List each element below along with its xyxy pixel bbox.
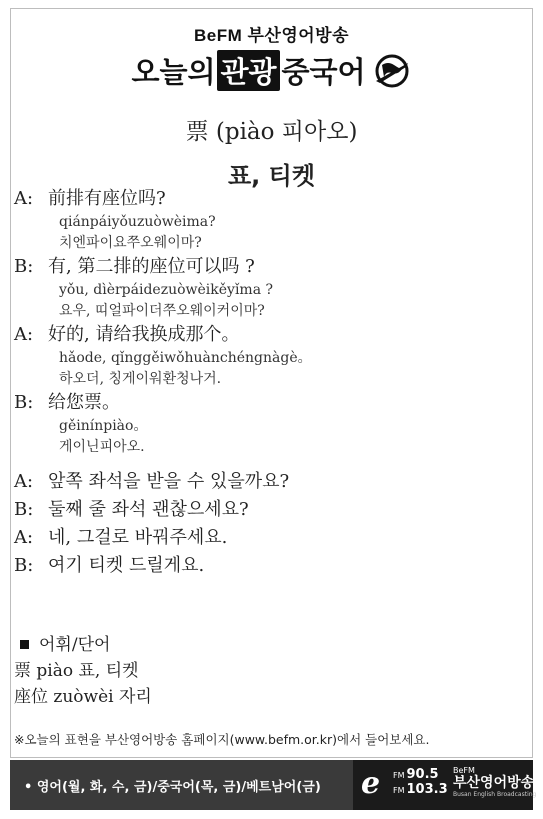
korean-text: 둘째 줄 좌석 괜찮으세요? — [48, 499, 249, 520]
fm-label: FM — [393, 786, 405, 795]
korean-line — [14, 496, 514, 524]
frequency-1: 90.5 — [406, 767, 439, 782]
footer-bar — [10, 760, 537, 810]
speaker-label: A: — [14, 471, 34, 492]
word-title: 票 (piào 피아오) — [185, 119, 358, 145]
globe-plane-icon — [372, 51, 412, 91]
pinyin-text: gěinínpiào。 — [59, 418, 148, 434]
square-bullet-icon — [20, 640, 29, 649]
vocabulary-item: 票 piào 표, 티켓 — [14, 661, 139, 681]
reading-text: 게이닌피아오. — [59, 439, 145, 455]
station-logo — [353, 760, 537, 810]
brand-main-part-b: 중국어 — [281, 55, 366, 89]
brand-main-part-a: 오늘의 — [131, 55, 216, 89]
brand-main-highlight: 관광 — [217, 50, 279, 91]
korean-line — [14, 552, 514, 580]
fm-label: FM — [393, 771, 405, 780]
korean-text: 여기 티켓 드릴게요. — [48, 555, 205, 576]
speaker-label: A: — [14, 188, 34, 209]
frequency-2: 103.3 — [406, 782, 448, 797]
reading-text: 치엔파이요쭈오웨이마? — [59, 235, 202, 251]
reading-text: 요우, 띠얼파이더쭈오웨이커이마? — [59, 303, 265, 319]
speaker-label: B: — [14, 256, 34, 277]
dialog-line — [14, 390, 514, 458]
reading-text: 하오더, 칭게이워환청나거. — [59, 371, 222, 387]
e-logo-icon: e — [361, 766, 381, 801]
chinese-text: 好的, 请给我换成那个。 — [48, 324, 240, 345]
pinyin-text: hǎode, qǐnggěiwǒhuànchéngnàgè。 — [59, 350, 312, 366]
station-befm: BeFM — [453, 766, 475, 775]
frequency-block — [393, 768, 448, 798]
korean-text: 네, 그걸로 바꿔주세요. — [48, 527, 228, 548]
chinese-text: 前排有座位吗? — [48, 188, 166, 209]
header — [11, 21, 532, 91]
vocabulary-heading — [14, 632, 514, 658]
station-name-en: Busan English Broadcasting — [453, 791, 537, 798]
korean-line — [14, 468, 514, 496]
pinyin-text: yǒu, dìèrpáidezuòwèikěyǐma ? — [59, 282, 274, 298]
vocabulary-section — [14, 632, 514, 710]
chinese-text: 有, 第二排的座位可以吗 ? — [48, 256, 255, 277]
korean-text: 앞쪽 좌석을 받을 수 있을까요? — [48, 471, 290, 492]
station-name: 부산영어방송 — [453, 775, 535, 791]
website-note: ※오늘의 표현을 부산영어방송 홈페이지(www.befm.or.kr)에서 들어보세요. — [14, 732, 430, 747]
speaker-label: A: — [14, 527, 34, 548]
speaker-label: B: — [14, 392, 34, 413]
dialog-line — [14, 254, 514, 322]
dialog-line — [14, 322, 514, 390]
pinyin-text: qiánpáiyǒuzuòwèima? — [59, 214, 216, 230]
vocabulary-item: 座位 zuòwèi 자리 — [14, 687, 152, 707]
vocabulary-heading-text: 어휘/단어 — [39, 635, 111, 655]
chinese-text: 给您票。 — [48, 392, 120, 413]
brand-top-title: BeFM 부산영어방송 — [193, 26, 350, 45]
broadcast-schedule: • 영어(월, 화, 수, 금)/중국어(목, 금)/베트남어(금) — [24, 780, 321, 795]
speaker-label: B: — [14, 499, 34, 520]
dialog — [14, 186, 514, 580]
speaker-label: A: — [14, 324, 34, 345]
dialog-line — [14, 186, 514, 254]
speaker-label: B: — [14, 555, 34, 576]
korean-line — [14, 524, 514, 552]
word-meaning: 표, 티켓 — [227, 162, 316, 190]
station-name-block — [453, 766, 536, 799]
brand-main-title — [131, 50, 411, 91]
